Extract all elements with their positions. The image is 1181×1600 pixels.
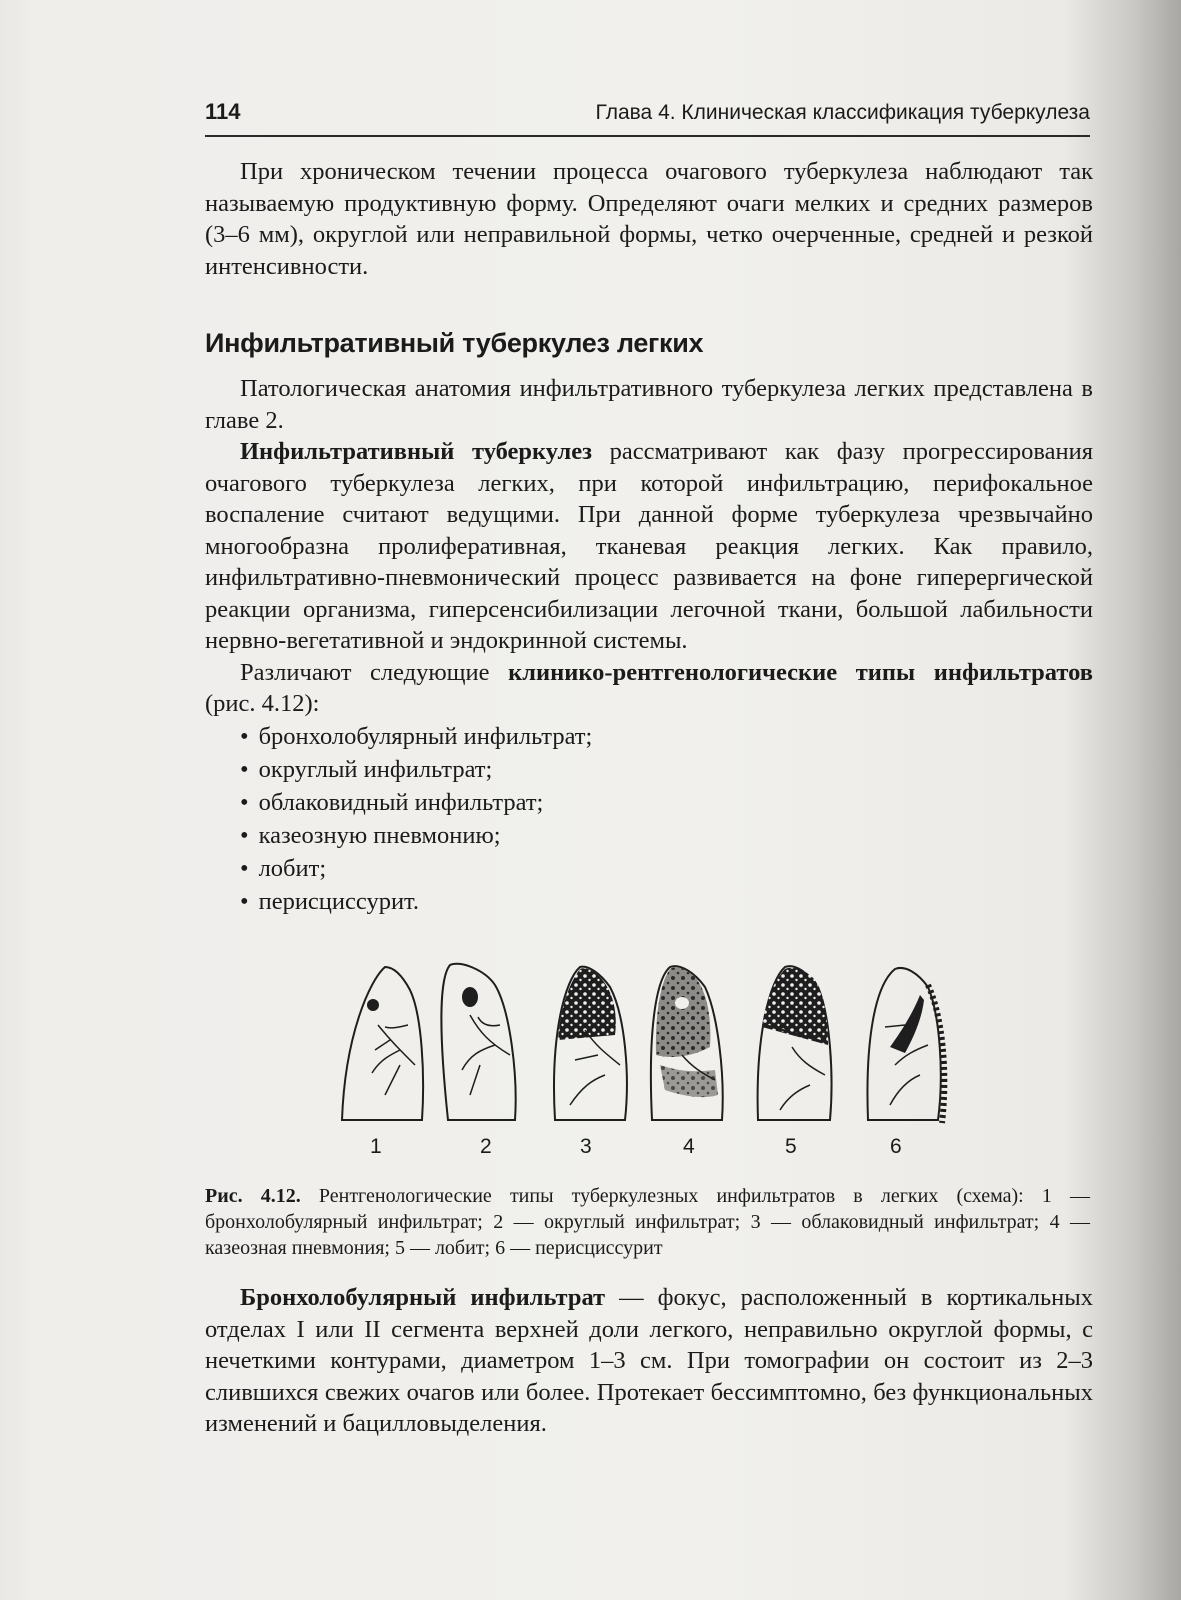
figure-lung-diagrams <box>330 955 970 1170</box>
list-item: • перисциссурит. <box>240 885 1093 918</box>
final-paragraph <box>205 1282 1093 1440</box>
lung-diagrams-svg <box>330 955 970 1135</box>
figure-label-1: 1 <box>370 1135 382 1158</box>
final-paragraph-text: — фокус, расположенный в кортикальных отделах I или II сегмента верхней доли легкого, неправильно округлой формы, с нечеткими контурами, диаметром 1–3 см. При томографии он состоит из 2–3 слившихся свежих очагов или более. Протекает бессимптомно, без функциональных изменений и бацилловыделения. <box>205 1284 1093 1437</box>
figure-label-3: 3 <box>580 1135 592 1158</box>
paragraph-types-intro <box>205 657 1093 720</box>
list-item: • бронхолобулярный инфильтрат; <box>240 720 1093 753</box>
lung-3-diagram <box>554 967 627 1120</box>
term-infiltrative-tb: Инфильтративный туберкулез <box>240 438 592 465</box>
term-types: клинико-рентгенологические типы инфильтратов <box>508 658 1093 686</box>
page-number: 114 <box>205 99 241 124</box>
list-item: • казеозную пневмонию; <box>240 819 1093 852</box>
definition-text: рассматривают как фазу прогрессирования очагового туберкулеза легких, при которой инфильтрацию, перифокальное воспаление считают ведущими. При данной форме туберкулеза чрезвычайно многообразна пролиферативная, тканевая реакция легких. Как правило, инфильтративно-пневмонический процесс развивается на фоне гиперергической реакции организма, гиперсенсибилизации легочной ткани, большой лабильности нервно-вегетативной и эндокринной системы. <box>205 438 1093 654</box>
chapter-title: Глава 4. Клиническая классификация туберкулеза <box>595 101 1090 124</box>
figure-label-2: 2 <box>480 1135 492 1158</box>
paragraph-pathology: Патологическая анатомия инфильтративного туберкулеза легких представлена в главе 2. <box>205 375 1093 434</box>
lung-1-diagram <box>342 967 423 1120</box>
list-item: • лобит; <box>240 852 1093 885</box>
figure-label-5: 5 <box>785 1135 797 1158</box>
list-item: • округлый инфильтрат; <box>240 753 1093 786</box>
running-header <box>205 95 1090 137</box>
list-item: • облаковидный инфильтрат; <box>240 786 1093 819</box>
types-intro-start: Различают следующие <box>240 658 509 686</box>
figure-caption <box>205 1183 1090 1261</box>
section-heading: Инфильтративный туберкулез легких <box>205 328 704 358</box>
figure-label-4: 4 <box>683 1135 695 1158</box>
paragraph-definition <box>205 436 1093 657</box>
term-bronchulobular: Бронхолобулярный инфильтрат <box>240 1284 606 1311</box>
section-body <box>205 373 1093 918</box>
intro-paragraph: При хроническом течении процесса очагового туберкулеза наблюдают так называемую продуктивную форму. Определяют очаги мелких и средних размеров (3–6 мм), округлой или неправильной формы, четко очерченные, средней и резкой интенсивности. <box>205 158 1093 280</box>
lung-4-diagram <box>651 966 723 1120</box>
intro-paragraph-block <box>205 156 1093 282</box>
final-paragraph-block <box>205 1282 1093 1440</box>
caption-text: Рентгенологические типы туберкулезных инфильтратов в легких (схема): 1 — бронхолобулярный инфильтрат; 2 — округлый инфильтрат; 3 — облаковидный инфильтрат; 4 — казеозная пневмония; 5 — лобит; 6 — перисциссурит <box>205 1185 1090 1259</box>
types-intro-end: (рис. 4.12): <box>205 690 320 717</box>
lung-6-diagram <box>867 968 944 1123</box>
caption-label: Рис. 4.12. <box>205 1185 301 1207</box>
lung-5-diagram <box>758 966 832 1120</box>
lung-2-diagram <box>441 964 515 1120</box>
figure-label-6: 6 <box>890 1135 902 1158</box>
types-list <box>205 720 1093 918</box>
